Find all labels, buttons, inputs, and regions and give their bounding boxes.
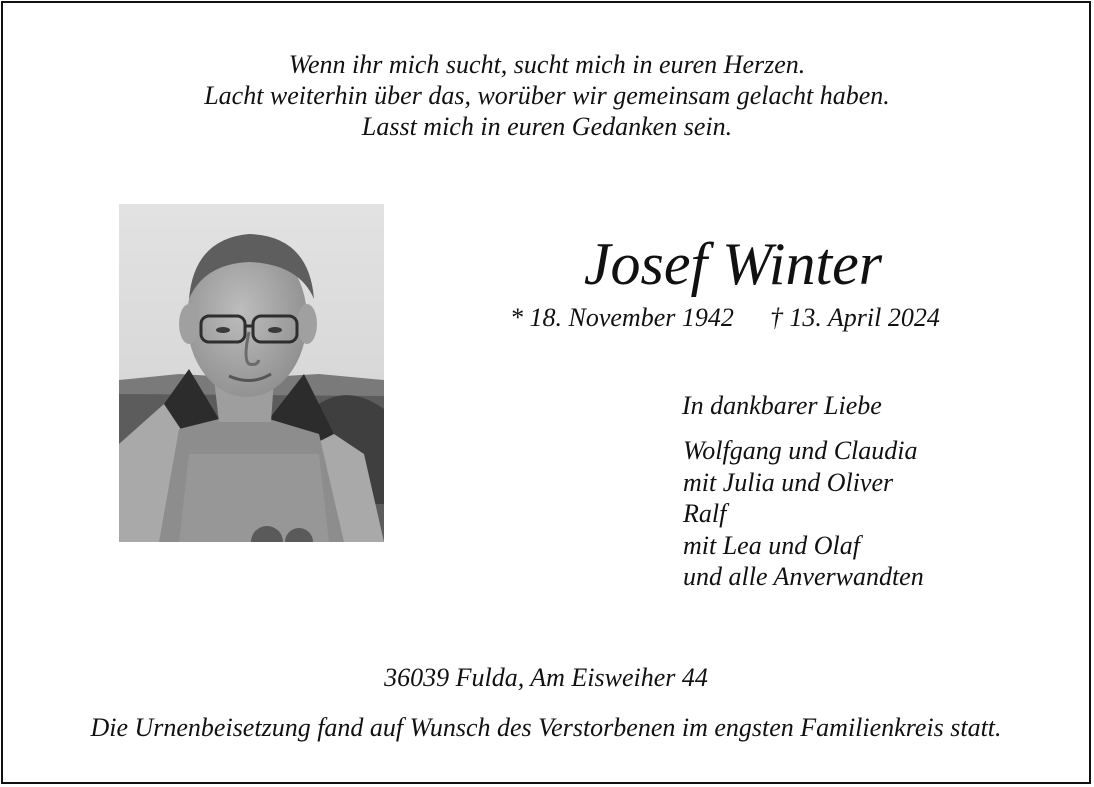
poem-line: Lacht weiterhin über das, worüber wir gemeinsam gelacht haben. — [204, 81, 890, 110]
mourner-line: Wolfgang und Claudia — [683, 436, 918, 465]
mourner-line: Ralf — [683, 499, 727, 528]
life-dates — [510, 301, 940, 335]
mourner-line: mit Lea und Olaf — [683, 530, 860, 560]
address: 36039 Fulda, Am Eisweiher 44 — [384, 663, 708, 692]
poem-line: Lasst mich in euren Gedanken sein. — [361, 112, 733, 141]
birth-date: * 18. November 1942 — [510, 303, 734, 332]
mourners-intro: In dankbarer Liebe — [682, 391, 882, 420]
mourner-line: und alle Anverwandten — [683, 562, 924, 591]
burial-note: Die Urnenbeisetzung fand auf Wunsch des Verstorbenen im engsten Familienkreis statt. — [90, 713, 1002, 742]
portrait-photo — [119, 204, 384, 542]
deceased-name: Josef Winter — [583, 231, 883, 297]
mourners-list — [683, 435, 924, 593]
mourner-line: mit Julia und Oliver — [683, 467, 894, 497]
poem-line: Wenn ihr mich sucht, sucht mich in euren Herzen. — [288, 50, 806, 79]
poem — [0, 49, 1094, 142]
death-date: † 13. April 2024 — [769, 303, 940, 332]
